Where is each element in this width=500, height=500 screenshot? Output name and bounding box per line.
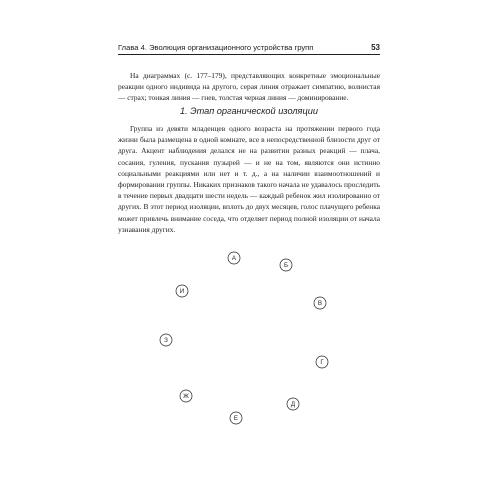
diagram-node <box>176 285 188 297</box>
chapter-title: Глава 4. Эволюция организационного устройства групп <box>118 42 314 52</box>
node-label: Б <box>283 262 289 270</box>
node-label: Д <box>290 401 296 409</box>
diagram-node <box>228 252 240 264</box>
node-label: Ж <box>183 393 189 401</box>
diagram-node <box>316 356 328 368</box>
diagram-node <box>180 390 192 402</box>
diagram-node <box>287 398 299 410</box>
node-label: И <box>179 288 185 296</box>
node-label: В <box>317 300 323 308</box>
body-paragraph: Группа из девяти младенцев одного возраста на протяжении первого года жизни была размещена в одной комнате, все в непосредственной близости друг от друга. Акцент наблюдения делался не на развитии разных реакций — плача, сосания, гуления, пускания пузырей — и не на том, являются они истинно социальными реакциями или нет и т. д., а на наличии взаимоотношений и формировании группы. Никаких признаков такого начала не удавалось проследить в течение первых двадцати шести недель — каждый ребенок жил изолированно от других. В этот период изоляции, вплоть до двух месяцев, голос плачущего ребенка может привлечь внимание соседа, что отделяет период полной изоляции от начала узнавания других. <box>118 124 380 234</box>
node-label: Е <box>233 415 239 423</box>
diagram-node <box>280 259 292 271</box>
node-label: А <box>231 255 237 263</box>
diagram-nodes <box>160 252 328 424</box>
node-label: Г <box>320 359 324 367</box>
diagram-node <box>230 412 242 424</box>
diagram-node <box>314 297 326 309</box>
intro-paragraph: На диаграммах (с. 177–179), представляющих конкретные эмоциональные реакции одного индивида на другого, серая линия отражает симпатию, волнистая — страх; тонкая линия — гнев, толстая черная линия — доминирование. <box>118 71 380 103</box>
node-label: З <box>164 337 168 345</box>
page-number: 53 <box>371 42 380 52</box>
diagram-node <box>160 334 172 346</box>
section-title: 1. Этап органической изоляции <box>180 106 318 116</box>
